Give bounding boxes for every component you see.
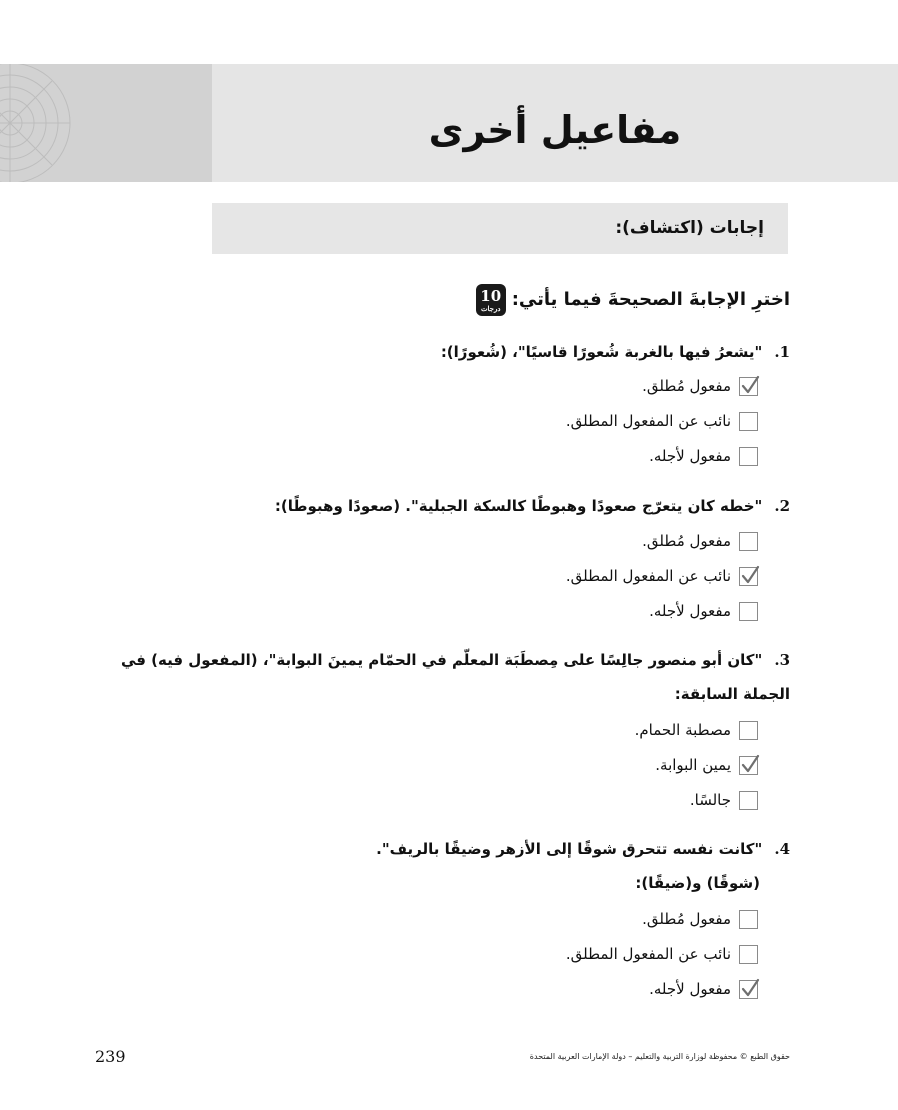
checkbox[interactable] xyxy=(739,602,758,621)
option-4-2[interactable] xyxy=(566,941,758,967)
score-unit: درجات xyxy=(480,303,501,313)
option-label: مفعول مُطلق. xyxy=(642,532,731,550)
option-label: مفعول مُطلق. xyxy=(642,910,731,928)
checkbox[interactable] xyxy=(739,412,758,431)
score-badge xyxy=(476,284,506,316)
checkbox[interactable] xyxy=(739,532,758,551)
option-3-3[interactable] xyxy=(690,787,758,813)
option-1-2[interactable] xyxy=(566,408,758,434)
checkbox[interactable] xyxy=(739,756,758,775)
question-number: 2. xyxy=(774,497,790,515)
option-label: مفعول لأجله. xyxy=(649,447,731,465)
checkbox[interactable] xyxy=(739,447,758,466)
page-number: 239 xyxy=(95,1047,126,1066)
copyright-notice: حقوق الطبع © محفوظة لوزارة التربية والتعليم – دولة الإمارات العربية المتحدة xyxy=(529,1052,790,1061)
page-title: مفاعيل أخرى xyxy=(428,108,682,152)
question-1 xyxy=(441,338,790,366)
question-4 xyxy=(376,835,790,863)
question-number: 4. xyxy=(774,840,790,858)
ornament-pattern xyxy=(0,64,212,182)
question-3 xyxy=(121,646,790,674)
question-4-continuation: (شوقًا) و(ضيقًا): xyxy=(635,874,760,892)
question-text: "خطه كان يتعرّج صعودًا وهبوطًا كالسكة الجبلية". (صعودًا وهبوطًا): xyxy=(274,497,763,515)
option-2-2[interactable] xyxy=(566,563,758,589)
option-label: مصطبة الحمام. xyxy=(634,721,731,739)
option-1-3[interactable] xyxy=(649,443,758,469)
option-4-3[interactable] xyxy=(649,976,758,1002)
question-text: "كانت نفسه تتحرق شوقًا إلى الأزهر وضيقًا بالريف". xyxy=(376,840,763,858)
option-label: مفعول لأجله. xyxy=(649,602,731,620)
checkbox[interactable] xyxy=(739,945,758,964)
check-icon xyxy=(739,374,761,396)
question-number: 1. xyxy=(774,343,790,361)
checkbox[interactable] xyxy=(739,791,758,810)
question-number: 3. xyxy=(774,651,790,669)
option-3-1[interactable] xyxy=(635,717,758,743)
question-3-continuation: الجملة السابقة: xyxy=(674,685,790,703)
option-label: يمين البوابة. xyxy=(655,756,731,774)
question-text: "كان أبو منصور جالِسًا على مِصطَبَة المعلّم في الحمّام يمينَ البوابة"، (المفعول فيه) في xyxy=(120,651,763,669)
question-2 xyxy=(275,492,790,520)
option-2-3[interactable] xyxy=(649,598,758,624)
checkbox[interactable] xyxy=(739,910,758,929)
section-heading: إجابات (اكتشاف): xyxy=(212,203,788,254)
option-label: نائب عن المفعول المطلق. xyxy=(565,412,731,430)
check-icon xyxy=(739,753,761,775)
option-4-1[interactable] xyxy=(642,906,758,932)
checkbox[interactable] xyxy=(739,377,758,396)
check-icon xyxy=(739,564,761,586)
option-2-1[interactable] xyxy=(642,528,758,554)
option-1-1[interactable] xyxy=(642,373,758,399)
instruction-text: اخترِ الإجابةَ الصحيحةَ فيما يأتي: xyxy=(511,289,790,310)
option-label: نائب عن المفعول المطلق. xyxy=(565,945,731,963)
checkbox[interactable] xyxy=(739,721,758,740)
option-label: مفعول مُطلق. xyxy=(642,377,731,395)
checkbox[interactable] xyxy=(739,567,758,586)
option-label: نائب عن المفعول المطلق. xyxy=(565,567,731,585)
instruction xyxy=(476,284,790,316)
score-value: 10 xyxy=(480,286,502,305)
checkbox[interactable] xyxy=(739,980,758,999)
check-icon xyxy=(739,977,761,999)
option-3-2[interactable] xyxy=(655,752,758,778)
option-label: جالسًا. xyxy=(689,791,731,809)
question-text: "يشعرُ فيها بالغربة شُعورًا قاسيًا"، (شُعورًا): xyxy=(440,343,763,361)
option-label: مفعول لأجله. xyxy=(649,980,731,998)
